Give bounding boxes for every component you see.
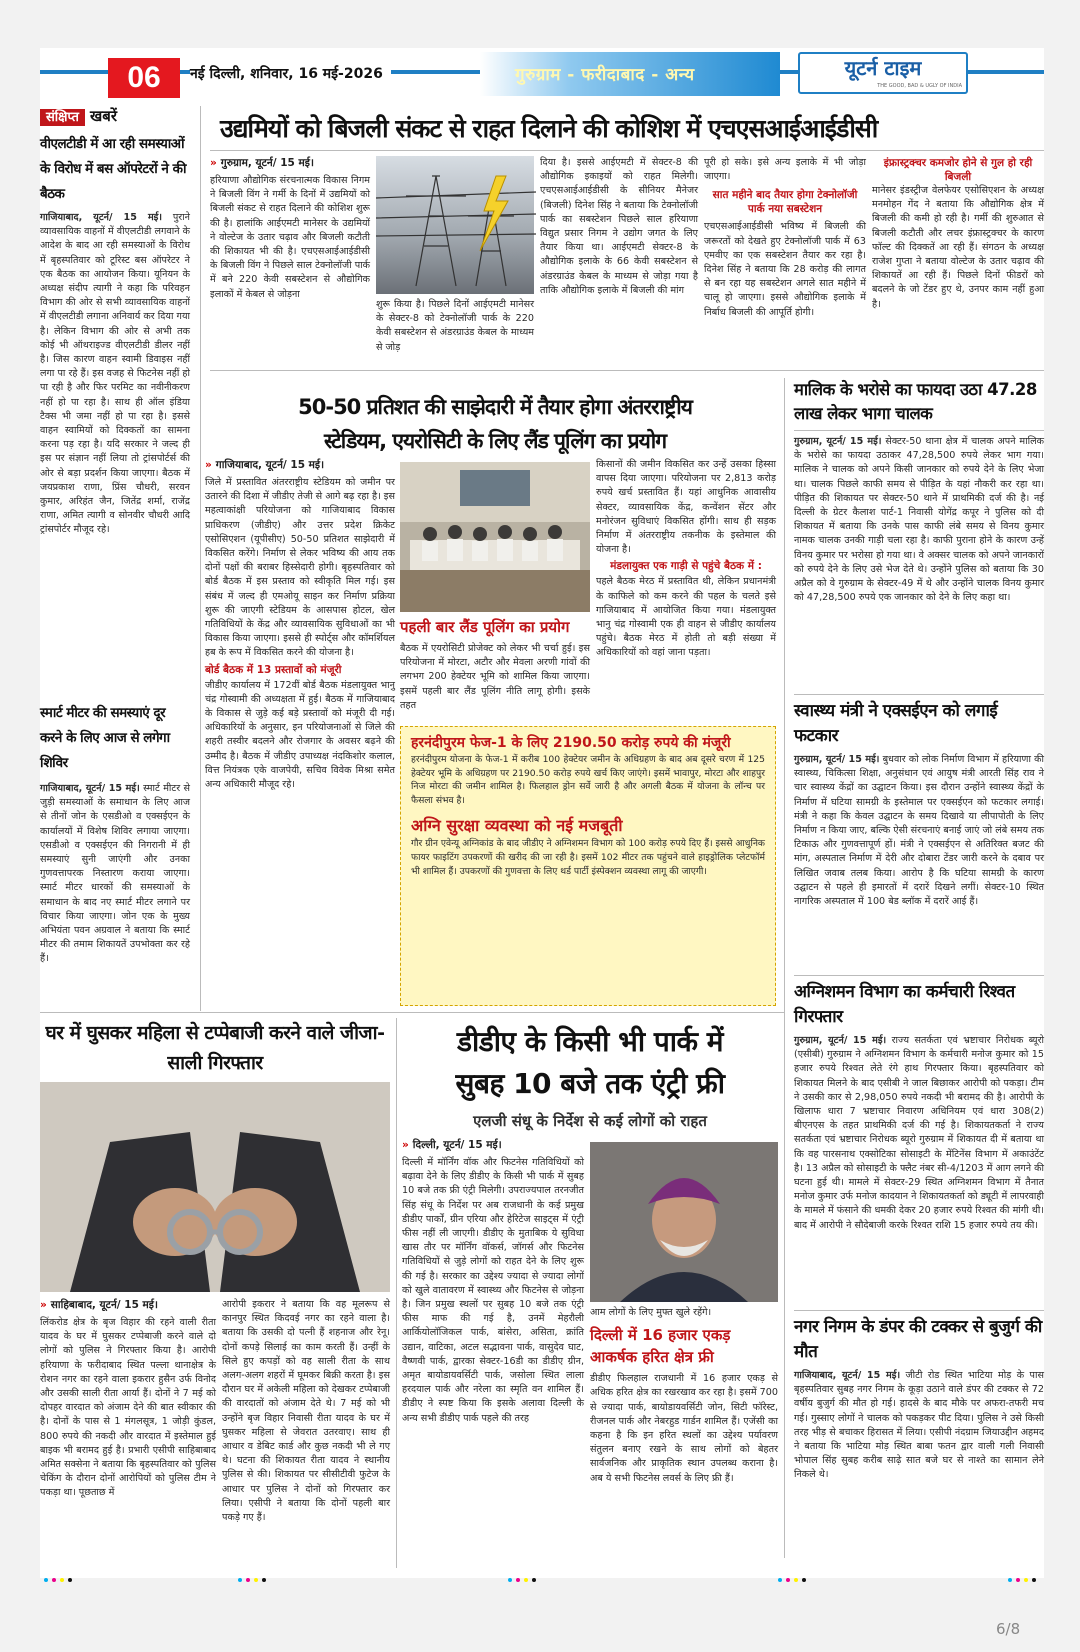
stadium-text-3b: पहले बैठक मेरठ में प्रस्तावित थी, लेकिन प्रधानमंत्री के काफिले को कम करने की पहल के चलते इसे गाजियाबाद में आयोजित किया गया। मंडलायुक्त भानु चंद्र गोस्वामी एक ही वाहन से जीडीए कार्यालय पहुंचे। बैठक मेरठ में होती तो बड़ी संख्या में अधिकारियों को वहां जाना पड़ता। xyxy=(596,576,776,659)
brief-1-dateline: गाजियाबाद, यूटर्न/ 15 मई। xyxy=(40,212,163,223)
stadium-col-2: बैठक में एयरोसिटी प्रोजेक्ट को लेकर भी चर्चा हुई। इस परियोजना में मोरटा, अटौर और मेवला अरणी गांवों की लगभग 200 हेक्टेयर भूमि को शामिल किया जाएगा। इसमें पहली बार लैंड पूलिंग नीति लागू होगी। इसके तहत xyxy=(400,643,590,711)
lead-col-1 xyxy=(210,156,370,366)
info-box xyxy=(400,726,776,1006)
dda-col-1 xyxy=(402,1138,584,1570)
meeting-photo xyxy=(400,462,590,612)
masthead xyxy=(40,48,1044,98)
brief-2-dateline: गाजियाबाद, यूटर्न/ 15 मई। xyxy=(40,783,140,794)
dumper-text: जीटी रोड स्थित भाटिया मोड़ के पास बृहस्पतिवार सुबह नगर निगम के कूड़ा उठाने वाले डंपर की टक्कर से 72 वर्षीय बुजुर्ग की मौत हो गई। हादसे के बाद मौके पर अफरा-तफरी मच गई। गुस्साए लोगों ने चालक को पकड़कर पीट दिया। पुलिस ने उसे किसी तरह भीड़ से बचाकर हिरासत में लिया। एसीपी नंदग्राम जियाउद्दीन अहमद ने बताया कि भाटिया मोड़ स्थित बाबा फतन द्वार वाली गली निवासी भोपाल सिंह सुबह करीब साढ़े सात बजे घर से नाश्ते का सामान लेने निकले थे। xyxy=(794,1370,1044,1481)
box-body-1: हरनंदीपुरम योजना के फेज-1 में करीब 100 हेक्टेयर जमीन के अधिग्रहण के बाद अब दूसरे चरण में 125 हेक्टेयर भूमि के अधिग्रहण पर 2190.50 करोड़ रुपये खर्च किए जाएंगे। इसमें भावापुर, मोरटा और शाहपुर निज मोरटा की जमीन शामिल है। फिलहाल ड्रोन सर्वे जारी है और अगली बैठक में योजना के लॉन्च पर फैसला संभव है। xyxy=(411,754,765,806)
logo-tagline: THE GOOD, BAD & UGLY OF INDIA xyxy=(877,83,962,89)
fire-dateline: गुरुग्राम, यूटर्न/ 15 मई। xyxy=(794,1035,887,1046)
dda-subhead-2: दिल्ली में 16 हजार एकड़ आकर्षक हरित क्षेत्र फ्री xyxy=(590,1326,731,1367)
brief-1-text: पुराने व्यावसायिक वाहनों में वीएलटीडी लगवाने के आदेश के बाद आ रही समस्याओं के विरोध में बृहस्पतिवार को टूरिस्ट बस ऑपरेटर ने एक बैठक का आयोजन किया। यूनियन के अध्यक्ष संदीप त्यागी ने कहा कि परिवहन विभाग की ओर से सभी व्यावसायिक वाहनों में वीएलटीडी लगाना अनिवार्य कर दिया गया है। लेकिन विभाग की ओर से अभी तक कोई भी ऑथराइज्ड वीएलटीडी डीलर नहीं है। जिस कारण वाहन स्वामी डिवाइस नहीं लगा पा रहे हैं। इस वजह से फिटनेस नहीं हो पा रही है और फिर परमिट का नवीनीकरण नहीं हो पा रहा है। साथ ही ऑल इंडिया टैक्स भी जमा नहीं हो पा रहा है। इससे वाहन स्वामियों को दिक्कतों का सामना करना पड़ रहा है। यदि सरकार ने जल्द ही इस पर संज्ञान नहीं लिया तो ट्रांसपोर्टर्स की ओर से बड़ा प्रदर्शन किया जाएगा। बैठक में जयप्रकाश राणा, प्रिंस चौधरी, सरवन कुमार, अरिहंत जैन, जितेंद्र शर्मा, राजेंद्र राणा, अमित त्यागी व सोनवीर चौधरी आदि ट्रांसपोर्टर मौजूद रहे। xyxy=(40,212,190,536)
stadium-text-1: जिले में प्रस्तावित अंतरराष्ट्रीय स्टेडियम को जमीन पर उतारने की दिशा में जीडीए तेजी से आगे बढ़ रहा है। इस महत्वाकांक्षी परियोजना को गाजियाबाद विकास प्राधिकरण (जीडीए) और उत्तर प्रदेश क्रिकेट एसोसिएशन (यूपीसीए) 50-50 प्रतिशत साझेदारी में विकसित करेंगे। निर्माण से लेकर भविष्य की आय तक दोनों पक्षों की बराबर हिस्सेदारी होगी। बृहस्पतिवार को बोर्ड बैठक में इस प्रस्ताव को स्वीकृति मिल गई। इस संबंध में जल्द ही एमओयू साइन कर निर्माण प्रक्रिया शुरू की जाएगी स्टेडियम के आसपास होटल, खेल गतिविधियों के केंद्र और व्यावसायिक सुविधाओं का भी विकास किया जाएगा। इससे ही स्पोर्ट्स और कॉमर्शियल हब के रूप में विकसित करने की योजना है। xyxy=(205,477,395,659)
lead-headline: उद्यमियों को बिजली संकट से राहत दिलाने की कोशिश में एचएसआईआईडीसी xyxy=(220,114,878,143)
lg-portrait-photo xyxy=(590,1142,778,1302)
brief-2-headline: स्मार्ट मीटर की समस्याएं दूर करने के लिए आज से लगेगा शिविर xyxy=(40,705,170,771)
lead-text-4a: पूरी हो सके। इसे अन्य इलाके में भी जोड़ा जाएगा। xyxy=(704,157,866,183)
health-headline: स्वास्थ्य मंत्री ने एक्सईएन को लगाई फटकार xyxy=(794,701,998,746)
stadium-dateline: » गाजियाबाद, यूटर्न/ 15 मई। xyxy=(205,459,325,471)
fire-text: राज्य सतर्कता एवं भ्रष्टाचार निरोधक ब्यूरो (एसीबी) गुरुग्राम ने अग्निशमन विभाग के कर्मचारी मनोज कुमार को 15 हजार रुपये रिश्वत लेते रंगे हाथ गिरफ्तार किया। बृहस्पतिवार को शिकायत मिलने के बाद एसीबी ने जाल बिछाकर आरोपी को पकड़ा। टीम ने उसकी कार से 2,98,050 रुपये नकदी भी बरामद की है। आरोपी के खिलाफ धारा 7 भ्रष्टाचार निवारण अधिनियम एवं धारा 308(2) बीएनएस के तहत प्राथमिकी दर्ज की गई है। शिकायतकर्ता ने राज्य सतर्कता एवं भ्रष्टाचार निरोधक ब्यूरो गुरुग्राम में शिकायत दी में बताया था कि वह पारसनाथ एक्सोटिका सोसाइटी के मेंटिनेंस विभाग में अकाउंटेंट है। 13 अप्रैल को सोसाइटी के फ्लैट नंबर सी-4/1203 में आग लगने की घटना हुई थी। मामले में सेक्टर-29 स्थित अग्निशमन विभाग में तैनात मनोज कुमार उर्फ मनोज कादयान ने शिकायतकर्ता को ड्यूटी में लापरवाही के मामले में फंसाने की धमकी देकर 20 हजार रुपये रिश्वत की मांगी थी। बाद में आरोपी ने सौदेबाजी करके रिश्वत राशि 15 हजार रुपये तय की। xyxy=(794,1035,1044,1231)
brief-2-text: स्मार्ट मीटर से जुड़ी समस्याओं के समाधान के लिए आज से तीनों जोन के एसडीओ व एक्सईएन के कार्यालयों में विशेष शिविर लगाया जाएगा। एसडीओ व एक्सईएन की निगरानी में ही समस्याएं सुनी जाएंगी और उनका गुणवत्तापरक निस्तारण कराया जाएगा। स्मार्ट मीटर धारकों की समस्याओं के समाधान के बाद नए स्मार्ट मीटर लगाने पर विचार किया जाएगा। जोन एक के मुख्य अभियंता पवन अग्रवाल ने बताया कि स्मार्ट मीटर की तमाम शिकायतें उपभोक्ता कर रहे हैं। xyxy=(40,783,190,965)
dda-headline-2: सुबह 10 बजे तक एंट्री फ्री xyxy=(455,1067,725,1100)
stadium-col-1 xyxy=(205,458,395,1018)
briefs-label xyxy=(40,106,190,126)
color-registration-dots xyxy=(40,1574,1044,1578)
dda-headline-1: डीडीए के किसी भी पार्क में xyxy=(457,1025,723,1058)
fire-body xyxy=(794,1034,1044,1306)
stadium-text-1b: जीडीए कार्यालय में 172वीं बोर्ड बैठक मंडलायुक्त भानु चंद्र गोस्वामी की अध्यक्षता में हुई। बैठक में गाजियाबाद के विकास से जुड़े कई बड़े प्रस्तावों को मंजूरी दी गई। अधिकारियों के अनुसार, इन परियोजनाओं से जिले की शहरी तस्वीर बदलने और रोजगार के अवसर बढ़ने की उम्मीद है। बैठक में जीडीए उपाध्यक्ष नंदकिशोर कलाल, वित्त नियंत्रक एके वाजपेयी, सचिव विवेक मिश्रा समेत अन्य अधिकारी मौजूद रहे। xyxy=(205,679,395,791)
lead-text-5: मानेसर इंडस्ट्रीज वेलफेयर एसोसिएशन के अध्यक्ष मनमोहन गेंद ने बताया कि औद्योगिक क्षेत्र में बिजली की कमी हो रही है। गर्मी की शुरुआत से बिजली कटौती और लचर इंफ्रास्ट्रक्चर के कारण फॉल्ट की दिक्कतें आ रही हैं। संगठन के अध्यक्ष राजेश गुप्ता ने बताया वोल्टेज के उतार चढ़ाव की शिकायतें आ रही हैं। पिछले दिनों फीडरों को बदलने के जो टेंडर हुए थे, उनपर काम नहीं हुआ है। xyxy=(872,185,1044,310)
dda-text-2b: डीडीए फिलहाल राजधानी में 16 हजार एकड़ से अधिक हरित क्षेत्र का रखरखाव कर रहा है। इसमें 700 से ज्यादा पार्क, बायोडायवर्सिटी जोन, सिटी फॉरेस्ट, रीजनल पार्क और नेबरहुड गार्डन शामिल हैं। एजेंसी का कहना है कि इन हरित स्थलों का उद्देश्य पर्यावरण संतुलन बनाए रखने के साथ लोगों को बेहतर सार्वजनिक और प्राकृतिक स्थान उपलब्ध कराना है। अब ये सभी फिटनेस लवर्स के लिए फ्री हैं। xyxy=(590,1373,778,1484)
page-number: 06 xyxy=(108,58,180,98)
dumper-headline: नगर निगम के डंपर की टक्कर से बुजुर्ग की मौत xyxy=(794,1317,1042,1362)
lead-col-2: शुरू किया है। पिछले दिनों आईएमटी मानेसर के सेक्टर-8 को टेक्नोलॉजी पार्क के 220 केवी सबस्टेशन से अंडरग्राउंड केबल के माध्यम से जोड़ xyxy=(376,299,534,353)
stadium-subhead-1: बोर्ड बैठक में 13 प्रस्तावों को मंजूरी xyxy=(205,663,342,676)
logo xyxy=(798,52,968,94)
handcuff-photo xyxy=(40,1082,390,1292)
brief-1-headline: वीएलटीडी में आ रही समस्याओं के विरोध में बस ऑपरेटरों ने की बैठक xyxy=(40,136,186,202)
lead-col-5 xyxy=(872,156,1044,366)
lead-col-4 xyxy=(704,156,866,366)
meeting-illustration xyxy=(400,462,590,612)
brief-1-body xyxy=(40,211,190,691)
stadium-col-3 xyxy=(596,458,776,723)
fraud-dateline: » साहिबाबाद, यूटर्न/ 15 मई। xyxy=(40,1299,158,1311)
box-body-2: गौर ग्रीन एवेन्यू अग्निकांड के बाद जीडीए ने अग्निशमन विभाग को 100 करोड़ रुपये दिए हैं। इससे आधुनिक फायर फाइटिंग उपकरणों की खरीद की जा रही है। इसमें 102 मीटर तक पहुंचने वाले हाइड्रोलिक प्लेटफॉर्म भी शामिल हैं। उपकरणों की गुणवत्ता के लिए थर्ड पार्टी इंस्पेक्शन व्यवस्था लागू की जाएगी। xyxy=(411,838,765,877)
briefs-label-a: संक्षिप्त xyxy=(40,109,85,126)
dateline-masthead: नई दिल्ली, शनिवार, 16 मई-2026 xyxy=(190,64,391,83)
section-label: गुरुग्राम - फरीदाबाद - अन्य xyxy=(515,65,695,85)
stadium-subhead-3: मंडलायुक्त एक गाड़ी से पहुंचे बैठक में : xyxy=(610,560,762,573)
fraud-col-2: आरोपी इकरार ने बताया कि वह मूलरूप से कानपुर स्थित किदवई नगर का रहने वाला है। बताया कि उसकी दो पत्नी हैं शहनाज और रेनू। दोनों कपड़े सिलाई का काम करती हैं। उन्हीं के सिले हुए कपड़ों को वह साली रीता के साथ अलग-अलग शहरों में घूमकर बिक्री करता है। इस दौरान घर में अकेली महिला को देखकर टप्पेबाजी की वारदातों को अंजाम देते थे। 7 मई को भी उन्होंने बृज विहार निवासी रीता यादव के घर में घुसकर महिला से जेवरात उतरवाए। साथ ही आधार व डेबिट कार्ड और कुछ नकदी भी ले गए थे। घटना की शिकायत रीता यादव ने स्थानीय पुलिस से की। शिकायत पर सीसीटीवी फुटेज के आधार पर पुलिस ने दोनों को गिरफ्तार कर लिया। एसीपी ने बताया कि दोनों पहली बार पकड़े गए हैं। xyxy=(222,1299,390,1524)
health-text: बुधवार को लोक निर्माण विभाग में हरियाणा की स्वास्थ्य, चिकित्सा शिक्षा, अनुसंधान एवं आयुष मंत्री आरती सिंह राव ने चार स्वास्थ्य केंद्रों का उद्घाटन किया। इस दौरान उन्होंने स्वास्थ्य केंद्रों के निर्माण में घटिया सामग्री के इस्तेमाल पर एक्सईएन को फटकार लगाई। मंत्री ने कहा कि केवल उद्घाटन के समय दिखावे या लीपापोती के लिए निर्माण न किया जाए, बल्कि ऐसी संरचनाएं बनाई जाएं जो लंबे समय तक टिकाऊ और गुणवत्तापूर्ण हों। मंत्री ने एक्सईएन से अतिरिक्त बजट की मांग, अस्पताल निर्माण में देरी और दोबारा टेंडर जारी करने के दबाव पर लिखित जवाब तलब किया। आरोप है कि घटिया सामग्री के कारण उद्घाटन से पहले ही इमारतों में दरारें दिखने लगीं। सेक्टर-10 स्थित नागरिक अस्पताल में 100 बेड ब्लॉक में दरारें आई हैं। xyxy=(794,754,1044,908)
health-dateline: गुरुग्राम, यूटर्न/ 15 मई। xyxy=(794,754,880,765)
dda-col-2 xyxy=(590,1306,778,1570)
stadium-headline-2: स्टेडियम, एयरोसिटी के लिए लैंड पूलिंग का प्रयोग xyxy=(323,429,667,453)
lg-portrait-illustration xyxy=(590,1142,778,1302)
driver-dateline: गुरुग्राम, यूटर्न/ 15 मई। xyxy=(794,436,882,447)
power-tower-illustration xyxy=(376,156,534,294)
driver-text: सेक्टर-50 थाना क्षेत्र में चालक अपने मालिक के भरोसे का फायदा उठाकर 47,28,500 रुपये लेकर भाग गया। मालिक ने चालक को अपने किसी जानकार को रुपये देने के लिए भेजा था। चालक पिछले काफी समय से पीड़ित के यहां नौकरी कर रहा था। पीड़ित की शिकायत पर सेक्टर-50 थाने में प्राथमिकी दर्ज की है। नई दिल्ली के ग्रेटर कैलाश पार्ट-1 निवासी योगेंद्र कपूर ने पुलिस को दी शिकायत में बताया कि उनके पास काफी लंबे समय से विनय कुमार नामक चालक उनकी गाड़ी चला रहा है। काफी पुराना होने के कारण उन्हें विनय कुमार पर भरोसा हो गया था। वे अक्सर चालक को अपने जानकारों को रुपये देने के लिए उसे भेज देते थे। उन्होंने पुलिस को बताया कि 30 अप्रैल को वे गुरुग्राम के सेक्टर-49 में थे और उन्होंने चालक विनय कुमार को 47,28,500 रुपये एक जानकार को देने के लिए कहा था। xyxy=(794,436,1044,604)
lead-text-4b: एचएसआईआईडीसी भविष्य में बिजली की जरूरतों को देखते हुए टेक्नोलॉजी पार्क में 63 एमवीए का एक सबस्टेशन तैयार कर रहा है। दिनेश सिंह ने बताया कि 28 करोड़ की लागत से बन रहा यह सबस्टेशन अगले सात महीने में चालू हो जाएगा। इससे औद्योगिक इलाके में निर्बाध बिजली की आपूर्ति होगी। xyxy=(704,221,866,318)
health-body xyxy=(794,753,1044,971)
fire-headline: अग्निशमन विभाग का कर्मचारी रिश्वत गिरफ्तार xyxy=(794,982,1015,1027)
box-head-2: अग्नि सुरक्षा व्यवस्था को नई मजबूती xyxy=(411,816,623,836)
fraud-col-1 xyxy=(40,1298,216,1570)
driver-headline: मालिक के भरोसे का फायदा उठा 47.28 लाख लेकर भागा चालक xyxy=(794,380,1037,423)
box-head-1: हरनंदीपुरम फेज-1 के लिए 2190.50 करोड़ रुपये की मंजूरी xyxy=(411,735,731,751)
lead-subhead-4: सात महीने बाद तैयार होगा टेक्नोलॉजी पार्क नया सबस्टेशन xyxy=(712,189,858,216)
registration-dots-graphic xyxy=(40,1578,1044,1582)
lead-dateline: » गुरुग्राम, यूटर्न/ 15 मई। xyxy=(210,157,314,169)
newspaper-page xyxy=(40,48,1044,1578)
driver-body xyxy=(794,435,1044,690)
briefs-label-b: खबरें xyxy=(89,107,117,125)
page-counter: 6/8 xyxy=(996,1620,1021,1638)
dda-deck: एलजी संधू के निर्देश से कई लोगों को राहत xyxy=(473,1112,707,1130)
stadium-text-3a: किसानों की जमीन विकसित कर उन्हें उसका हिस्सा वापस दिया जाएगा। परियोजना पर 2,813 करोड़ रुपये खर्च प्रस्तावित हैं। यहां आधुनिक आवासीय सेक्टर, व्यावसायिक केंद्र, कन्वेंशन सेंटर और मनोरंजन सुविधाएं विकसित होंगी। साथ ही सड़क निर्माण में अंतरराष्ट्रीय तकनीक के इस्तेमाल की योजना है। xyxy=(596,459,776,556)
lead-text-1: हरियाणा औद्योगिक संरचनात्मक विकास निगम ने बिजली विंग ने गर्मी के दिनों में उद्यमियों को बिजली संकट से राहत दिलाने की कोशिश शुरू की है। हालांकि आईएमटी मानेसर के उद्यमियों ने वोल्टेज के उतार चढ़ाव और बिजली कटौती की शिकायत भी की है। एचएसआईआईडीसी के बिजली विंग ने पिछले साल टेक्नोलॉजी पार्क में बने 220 केवी सबस्टेशन से औद्योगिक इलाकों में केबल से जोड़ना xyxy=(210,175,370,300)
stadium-headline-1: 50-50 प्रतिशत की साझेदारी में तैयार होगा अंतरराष्ट्रीय xyxy=(298,395,692,419)
briefs-column xyxy=(40,106,190,1016)
landpooling-subhead: पहली बार लैंड पूलिंग का प्रयोग xyxy=(400,618,570,636)
dumper-dateline: गाजियाबाद, यूटर्न/ 15 मई। xyxy=(794,1370,901,1381)
logo-text: यूटर्न टाइम xyxy=(844,56,922,80)
right-column xyxy=(794,378,1044,1568)
dumper-body xyxy=(794,1369,1044,1529)
brief-2-body xyxy=(40,782,190,965)
fraud-text-1: लिंकरोड क्षेत्र के बृज विहार की रहने वाली रीता यादव के घर में घुसकर टप्पेबाजी करने वाले दो लोगों को पुलिस ने गिरफ्तार किया है। आरोपी हरियाणा के फरीदाबाद स्थित पल्ला थानाक्षेत्र के रोशन नगर का रहने वाला इकरार हुसैन उर्फ विनोद और उसकी साली रीता आर्या हैं। दोनों ने 7 मई को दोपहर वारदात को अंजाम देने की बात स्वीकार की है। दोनों के पास से 1 मंगलसूत्र, 1 जोड़ी कुंडल, 800 रुपये की नकदी और वारदात में इस्तेमाल हुई बाइक भी बरामद हुई है। प्रभारी एसीपी साहिबाबाद अमित सक्सेना ने बताया कि बृहस्पतिवार को पुलिस चेकिंग के दौरान दोनों आरोपियों को पुलिस टीम ने पकड़ा था। पूछताछ में xyxy=(40,1317,216,1499)
dda-text-2a: आम लोगों के लिए मुफ्त खुले रहेंगे। xyxy=(590,1307,712,1318)
dda-dateline: » दिल्ली, यूटर्न/ 15 मई। xyxy=(402,1139,502,1151)
power-tower-photo xyxy=(376,156,534,294)
lead-col-3: दिया है। इससे आईएमटी में सेक्टर-8 की औद्योगिक इकाइयों को राहत मिलेगी। एचएसआईआईडीसी के सीनियर मैनेजर (बिजली) दिनेश सिंह ने बताया कि टेक्नोलॉजी पार्क का सबस्टेशन पिछले साल हरियाणा विद्युत प्रसार निगम ने उद्योग जगत के लिए तैयार किया था। आईएमटी सेक्टर-8 के औद्योगिक इलाके के 66 केवी सबस्टेशन से अंडरग्राउंड केबल के माध्यम से जोड़ा गया है ताकि औद्योगिक इलाके में बिजली की मांग xyxy=(540,157,698,296)
dda-text-1: दिल्ली में मॉर्निंग वॉक और फिटनेस गतिविधियों को बढ़ावा देने के लिए डीडीए के किसी भी पार्क में सुबह 10 बजे तक फ्री एंट्री मिलेगी। उपराज्यपाल तरनजीत सिंह संधू के निर्देश पर अब राजधानी के कई प्रमुख डीडीए पार्कों, ग्रीन एरिया और हेरिटेज साइट्स में एंट्री फीस नहीं ली जाएगी। डीडीए के मुताबिक ये सुविधा खास तौर पर मॉर्निंग वॉकर्स, जॉगर्स और फिटनेस गतिविधियों से जुड़े लोगों को राहत देने के लिए शुरू की गई है। सरकार का उद्देश्य ज्यादा से ज्यादा लोगों को खुले वातावरण में स्वास्थ्य और फिटनेस से जोड़ना है। जिन प्रमुख स्थलों पर सुबह 10 बजे तक एंट्री फीस माफ की गई है, उनमें मेहरौली आर्कियोलॉजिकल पार्क, बांसेरा, असिता, क्रांति उद्यान, वाटिका, अटल सद्भावना पार्क, वासुदेव घाट, वैष्णवी पार्क, द्वारका सेक्टर-16डी का डीडीए ग्रीन, अमृत बायोडायवर्सिटी पार्क, जसोला स्थित लाला हरदयाल पार्क और नरेला का स्मृति वन शामिल हैं। डीडीए ने स्पष्ट किया कि इसके अलावा दिल्ली के अन्य सभी डीडीए पार्क पहले की तरह xyxy=(402,1157,584,1424)
fraud-headline: घर में घुसकर महिला से टप्पेबाजी करने वाले जीजा-साली गिरफ्तार xyxy=(45,1022,385,1074)
handcuff-illustration xyxy=(40,1082,390,1292)
lead-subhead-5: इंफ्रास्ट्रक्चर कमजोर होने से गुल हो रही बिजली xyxy=(883,157,1033,183)
